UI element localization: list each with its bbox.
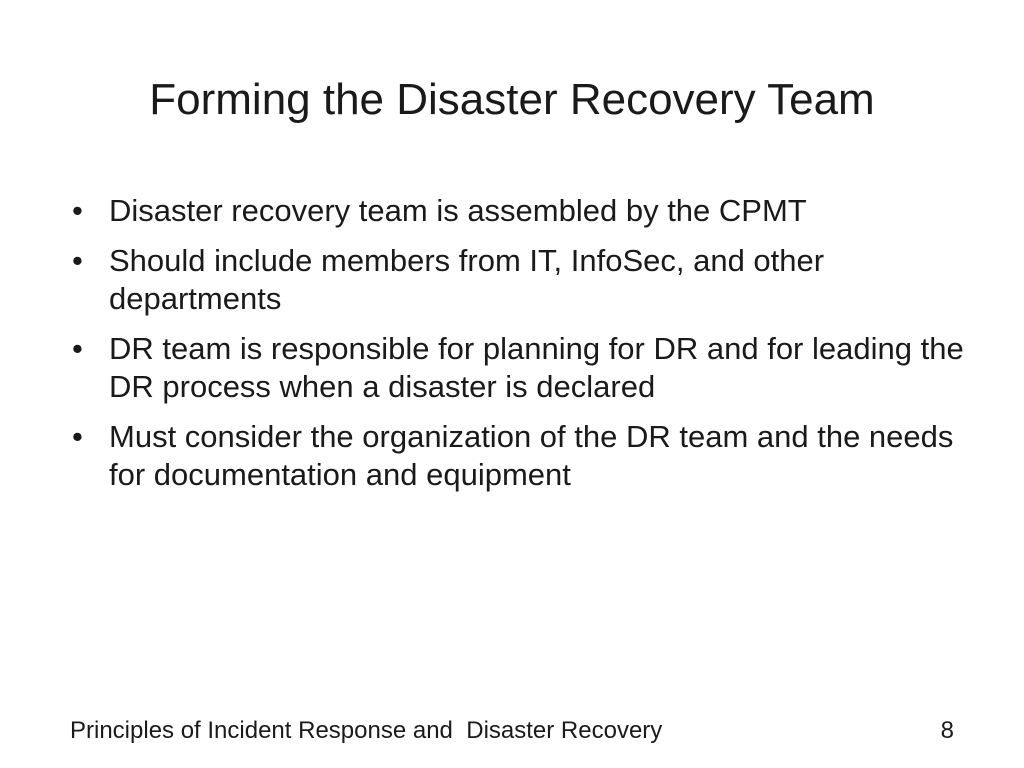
bullet-icon: • — [72, 419, 83, 454]
footer-course-title: Principles of Incident Response and Disaster Recovery — [70, 717, 663, 744]
bullet-text: Disaster recovery team is assembled by the CPMT — [109, 193, 807, 228]
bullet-item — [72, 330, 972, 406]
bullet-text: Must consider the organization of the DR team and the needs for documentation and equipment — [109, 419, 954, 492]
slide-title: Forming the Disaster Recovery Team — [149, 75, 875, 124]
bullet-item — [72, 192, 972, 230]
bullet-text: DR team is responsible for planning for DR and for leading the DR process when a disaster is declared — [109, 331, 964, 404]
bullet-list — [72, 192, 972, 506]
bullet-item — [72, 242, 972, 318]
bullet-icon: • — [72, 331, 83, 366]
bullet-text: Should include members from IT, InfoSec, and other departments — [109, 243, 825, 316]
page-number: 8 — [940, 717, 954, 744]
bullet-item — [72, 418, 972, 494]
bullet-icon: • — [72, 243, 83, 278]
bullet-icon: • — [72, 193, 83, 228]
